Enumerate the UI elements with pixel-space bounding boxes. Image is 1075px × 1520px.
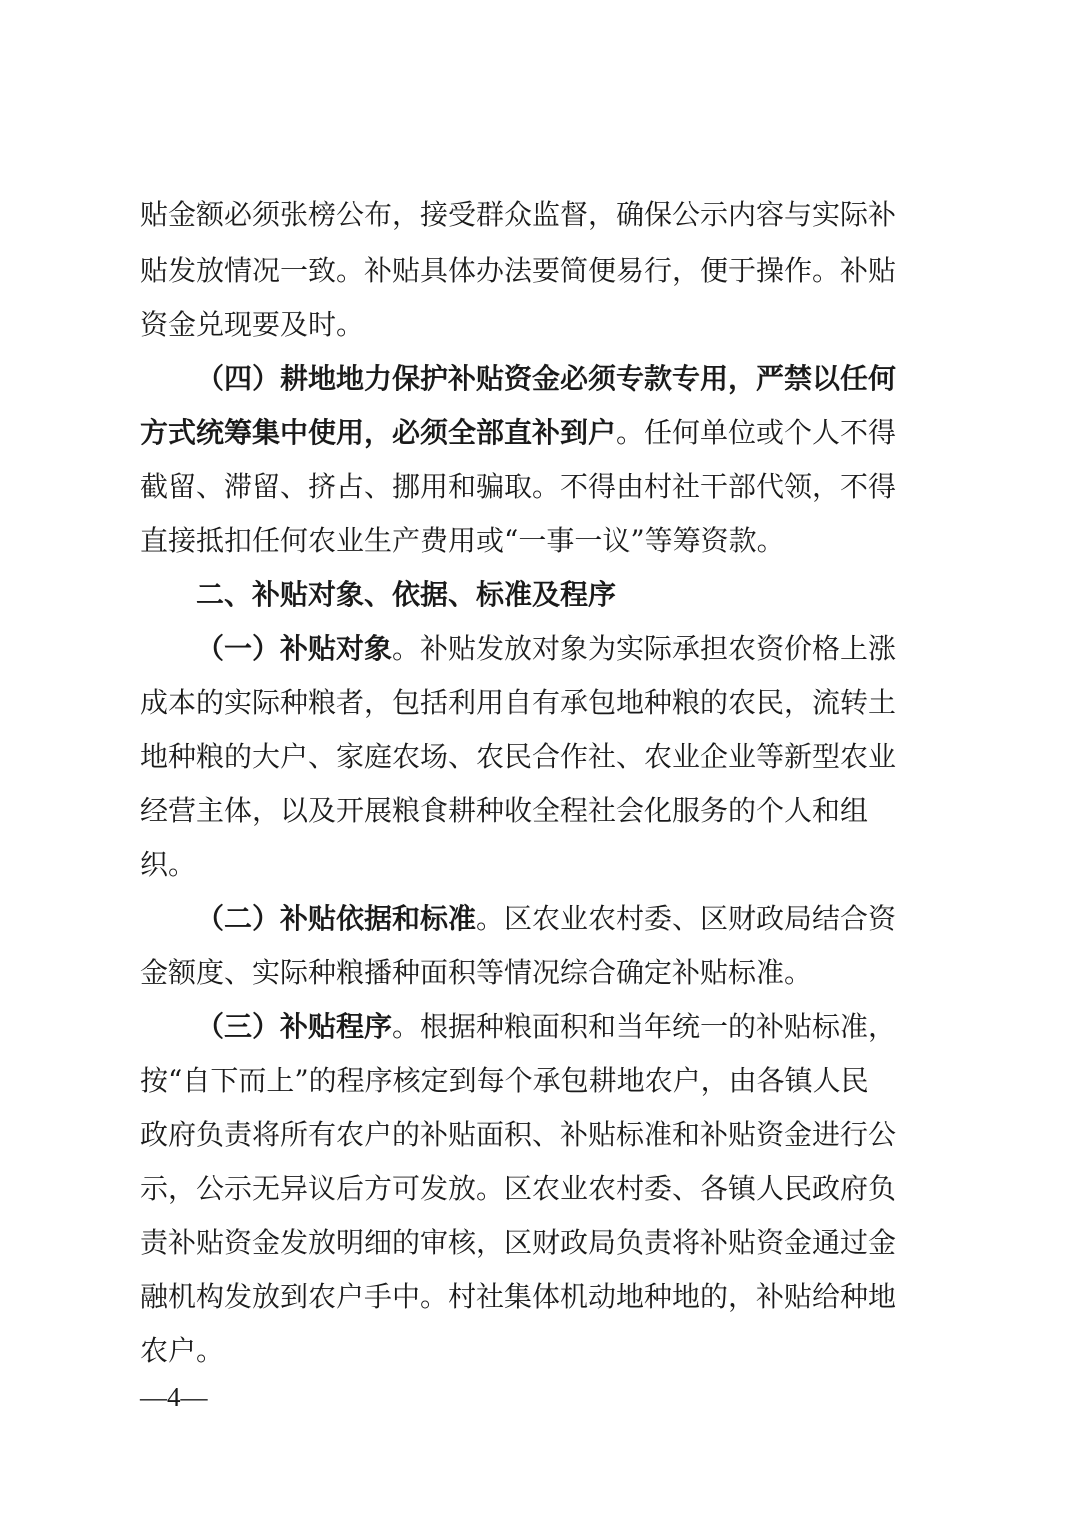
paragraph-line: 资金兑现要及时。 [140, 308, 365, 341]
paragraph-line: 责补贴资金发放明细的审核，区财政局负责将补贴资金通过金 [140, 1226, 897, 1259]
paragraph-line: （二）补贴依据和标准。区农业农村委、区财政局结合资 [196, 902, 897, 935]
paragraph-line: 贴发放情况一致。补贴具体办法要简便易行，便于操作。补贴 [140, 254, 897, 287]
paragraph-line: 织。 [140, 848, 197, 881]
paragraph-line: 示，公示无异议后方可发放。区农业农村委、各镇人民政府负 [140, 1172, 897, 1205]
paragraph-line: 政府负责将所有农户的补贴面积、补贴标准和补贴资金进行公 [140, 1118, 897, 1151]
paragraph-line: 方式统筹集中使用，必须全部直补到户。任何单位或个人不得 [140, 416, 897, 449]
paragraph-line: 经营主体，以及开展粮食耕种收全程社会化服务的个人和组 [140, 794, 869, 827]
paragraph-line: 直接抵扣任何农业生产费用或“一事一议”等筹资款。 [140, 524, 785, 557]
paragraph-line: 农户。 [140, 1334, 225, 1367]
paragraph-line: 融机构发放到农户手中。村社集体机动地种地的，补贴给种地 [140, 1280, 897, 1313]
paragraph-line: 成本的实际种粮者，包括利用自有承包地种粮的农民，流转土 [140, 686, 897, 719]
paragraph-line: 按“自下而上”的程序核定到每个承包耕地农户，由各镇人民 [140, 1064, 869, 1097]
paragraph-line: 地种粮的大户、家庭农场、农民合作社、农业企业等新型农业 [140, 740, 897, 773]
paragraph-line: （一）补贴对象。补贴发放对象为实际承担农资价格上涨 [196, 632, 897, 665]
section-heading: 二、补贴对象、依据、标准及程序 [196, 578, 617, 611]
page-number: —4— [140, 1382, 208, 1412]
clause-4-bold-line: （四）耕地地力保护补贴资金必须专款专用，严禁以任何 [196, 362, 897, 395]
paragraph-line: 贴金额必须张榜公布，接受群众监督，确保公示内容与实际补 [140, 198, 897, 231]
paragraph-line: 截留、滞留、挤占、挪用和骗取。不得由村社干部代领，不得 [140, 470, 897, 503]
paragraph-line: 金额度、实际种粮播种面积等情况综合确定补贴标准。 [140, 956, 813, 989]
paragraph-line: （三）补贴程序。根据种粮面积和当年统一的补贴标准， [196, 1010, 897, 1043]
